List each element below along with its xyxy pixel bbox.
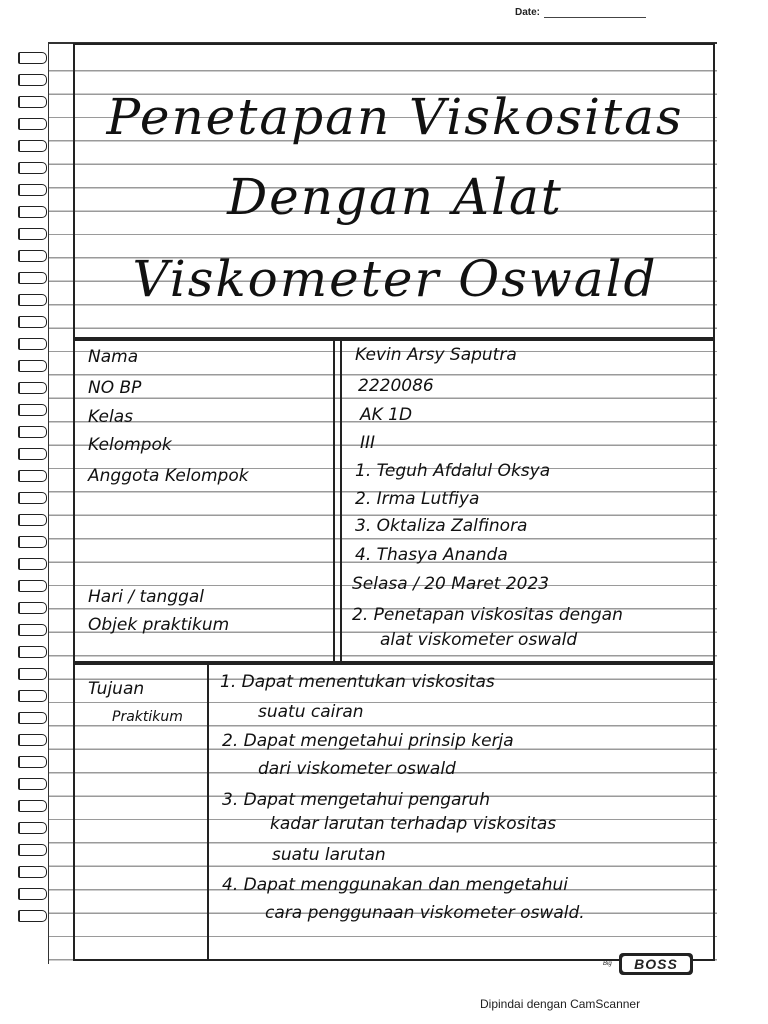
value-nama: Kevin Arsy Saputra — [355, 345, 517, 365]
spiral-ring — [18, 690, 47, 702]
spiral-ring — [18, 404, 47, 416]
spiral-ring — [18, 844, 47, 856]
label-nama: Nama — [88, 347, 139, 367]
date-line — [544, 17, 646, 18]
label-hari-tanggal: Hari / tanggal — [88, 587, 205, 607]
date-label: Date: — [515, 7, 541, 18]
value-kelompok: III — [360, 433, 376, 453]
spiral-ring — [18, 140, 47, 152]
spiral-ring — [18, 184, 47, 196]
tujuan-column-divider — [207, 663, 209, 961]
logo-text: BOSS — [634, 956, 678, 972]
spiral-ring — [18, 228, 47, 240]
value-anggota-1: 1. Teguh Afdalul Oksya — [355, 461, 551, 481]
spiral-ring — [18, 756, 47, 768]
spiral-ring — [18, 646, 47, 658]
label-no-bp: NO BP — [88, 378, 142, 398]
spiral-ring — [18, 492, 47, 504]
spiral-ring — [18, 382, 47, 394]
spiral-ring — [18, 470, 47, 482]
info-column-divider — [333, 339, 335, 663]
value-objek-line-1: 2. Penetapan viskositas dengan — [352, 605, 623, 625]
spiral-ring — [18, 712, 47, 724]
spiral-ring — [18, 448, 47, 460]
tujuan-line-4: dari viskometer oswald — [258, 759, 456, 779]
title-line-2: Dengan Alat — [227, 168, 563, 226]
spiral-ring — [18, 822, 47, 834]
label-kelompok: Kelompok — [88, 435, 172, 455]
value-no-bp: 2220086 — [358, 376, 434, 396]
value-hari-tanggal: Selasa / 20 Maret 2023 — [352, 574, 550, 594]
tujuan-line-8: 4. Dapat menggunakan dan mengetahui — [222, 875, 568, 895]
tujuan-line-6: kadar larutan terhadap viskositas — [270, 814, 557, 834]
spiral-ring — [18, 558, 47, 570]
tujuan-line-1: 1. Dapat menentukan viskositas — [220, 672, 495, 692]
spiral-ring — [18, 602, 47, 614]
spiral-ring — [18, 250, 47, 262]
tujuan-line-7: suatu larutan — [272, 845, 386, 865]
label-objek: Objek praktikum — [88, 615, 230, 635]
label-anggota: Anggota Kelompok — [88, 466, 249, 486]
spiral-ring — [18, 800, 47, 812]
label-kelas: Kelas — [88, 407, 133, 427]
spiral-ring — [18, 316, 47, 328]
spiral-ring — [18, 294, 47, 306]
spiral-ring — [18, 206, 47, 218]
value-anggota-3: 3. Oktaliza Zalfinora — [355, 516, 528, 536]
info-column-divider-2 — [340, 339, 342, 663]
spiral-ring — [18, 360, 47, 372]
tujuan-line-2: suatu cairan — [258, 702, 364, 722]
spiral-ring — [18, 162, 47, 174]
spiral-ring — [18, 118, 47, 130]
spiral-ring — [18, 514, 47, 526]
spiral-ring — [18, 426, 47, 438]
label-praktikum: Praktikum — [112, 709, 183, 725]
title-line-3: Viskometer Oswald — [132, 250, 658, 308]
spiral-ring — [18, 668, 47, 680]
spiral-ring — [18, 866, 47, 878]
spiral-ring — [18, 338, 47, 350]
spiral-ring — [18, 888, 47, 900]
value-objek-line-2: alat viskometer oswald — [380, 630, 578, 650]
spiral-ring — [18, 96, 47, 108]
spiral-ring — [18, 580, 47, 592]
logo-small-text: Big — [603, 961, 612, 967]
spiral-ring — [18, 778, 47, 790]
label-tujuan: Tujuan — [88, 679, 145, 699]
spiral-ring — [18, 536, 47, 548]
spiral-ring — [18, 910, 47, 922]
value-anggota-4: 4. Thasya Ananda — [355, 545, 508, 565]
scanner-footer: Dipindai dengan CamScanner — [480, 997, 641, 1011]
value-anggota-2: 2. Irma Lutfiya — [355, 489, 480, 509]
spiral-ring — [18, 74, 47, 86]
spiral-ring — [18, 272, 47, 284]
spiral-binding — [18, 52, 48, 932]
spiral-ring — [18, 624, 47, 636]
spiral-ring — [18, 52, 47, 64]
value-kelas: AK 1D — [360, 405, 413, 425]
tujuan-line-5: 3. Dapat mengetahui pengaruh — [222, 790, 490, 810]
tujuan-line-9: cara penggunaan viskometer oswald. — [265, 903, 585, 923]
tujuan-line-3: 2. Dapat mengetahui prinsip kerja — [222, 731, 514, 751]
notebook-brand-logo — [603, 951, 695, 977]
spiral-ring — [18, 734, 47, 746]
title-line-1: Penetapan Viskositas — [106, 88, 684, 146]
